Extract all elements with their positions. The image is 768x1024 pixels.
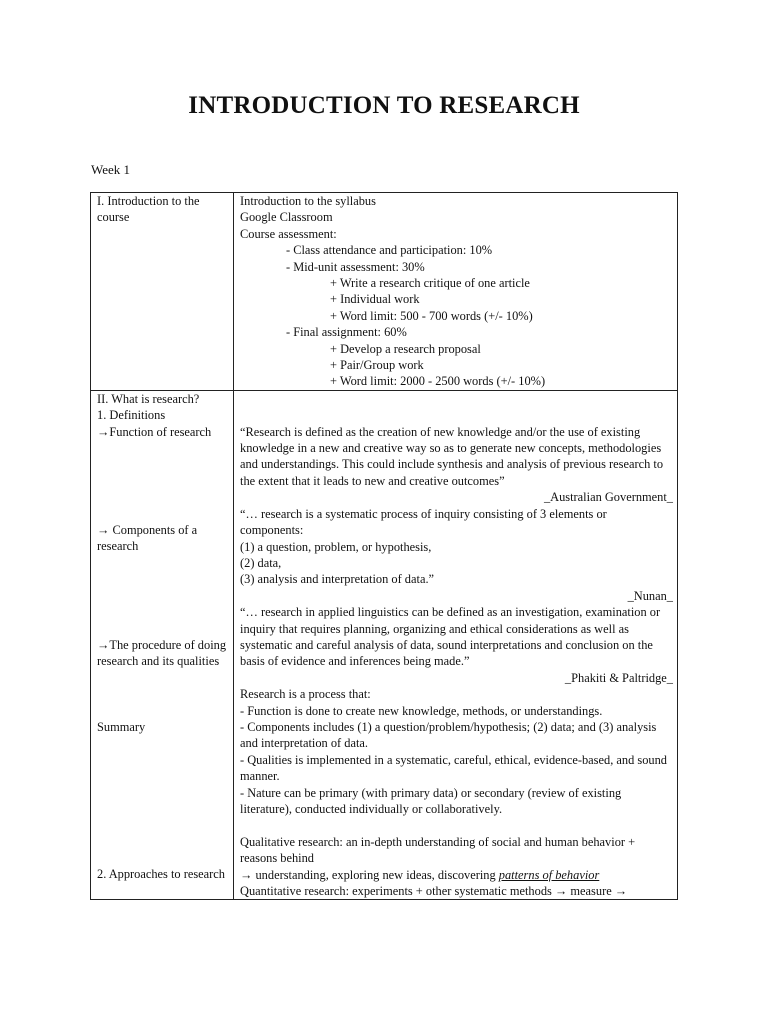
components-item: (2) data, bbox=[240, 555, 282, 570]
summary-item: - Nature can be primary (with primary data) or secondary (review of existing literature), conducted individually or collaboratively. bbox=[240, 785, 622, 816]
components-quote: “… research is a systematic process of inquiry consisting of 3 elements or components: bbox=[240, 506, 607, 538]
assessment-subitem: + Individual work bbox=[330, 292, 420, 307]
table-row bbox=[91, 193, 678, 391]
table-row bbox=[91, 390, 678, 900]
assessment-subitem: + Pair/Group work bbox=[330, 358, 424, 373]
qualitative-research-line: Qualitative research: an in-depth understanding of social and human behavior + reasons behind bbox=[240, 834, 636, 866]
assessment-subitem: + Word limit: 500 - 700 words (+/- 10%) bbox=[330, 308, 533, 323]
week-label: Week 1 bbox=[91, 162, 131, 177]
syllabus-table bbox=[90, 192, 678, 900]
components-item: (3) analysis and interpretation of data.” bbox=[240, 572, 435, 587]
summary-item: - Qualities is implemented in a systematic, careful, ethical, evidence-based, and sound manner. bbox=[240, 752, 667, 784]
qualitative-followup-text: → understanding, exploring new ideas, discovering bbox=[240, 867, 499, 882]
course-assessment-heading: Course assessment: bbox=[240, 226, 337, 241]
assessment-subitem: + Write a research critique of one article bbox=[330, 276, 530, 291]
procedure-label: →The procedure of doing research and its qualities bbox=[97, 637, 227, 669]
quote-author: _Phakiti & Paltridge_ bbox=[564, 670, 673, 685]
function-quote: “Research is defined as the creation of new knowledge and/or the use of existing knowledge in a new and creative way so as to generate new concepts, methodologies and understandings. This could include synthesis and analysis of previous research to the extent that it leads to new and creative outcomes” bbox=[240, 424, 664, 488]
assessment-item: - Class attendance and participation: 10% bbox=[286, 243, 493, 258]
syllabus-intro-line: Introduction to the syllabus bbox=[240, 194, 376, 208]
summary-item: - Function is done to create new knowledge, methods, or understandings. bbox=[240, 703, 603, 718]
assessment-subitem: + Develop a research proposal bbox=[330, 341, 481, 356]
qualitative-followup-line bbox=[240, 867, 673, 883]
quote-author: _Australian Government_ bbox=[543, 490, 673, 505]
section-1-content-cell bbox=[234, 193, 678, 391]
assessment-item: - Mid-unit assessment: 30% bbox=[286, 259, 425, 274]
components-item: (1) a question, problem, or hypothesis, bbox=[240, 539, 432, 554]
section-2-label-cell bbox=[91, 390, 234, 900]
section-2-heading: II. What is research? bbox=[97, 391, 200, 406]
document-title: INTRODUCTION TO RESEARCH bbox=[188, 92, 580, 119]
summary-intro: Research is a process that: bbox=[240, 687, 371, 702]
summary-item: - Components includes (1) a question/problem/hypothesis; (2) data; and (3) analysis and interpretation of data. bbox=[240, 719, 657, 751]
patterns-of-behavior-emphasis: patterns of behavior bbox=[498, 867, 600, 882]
components-label: → Components of a research bbox=[97, 523, 198, 554]
summary-label: Summary bbox=[97, 719, 146, 734]
section-1-label: I. Introduction to the course bbox=[97, 194, 200, 225]
assessment-subitem: + Word limit: 2000 - 2500 words (+/- 10%) bbox=[330, 374, 546, 389]
quote-author: _Nunan_ bbox=[627, 588, 673, 603]
function-label: →Function of research bbox=[97, 424, 212, 439]
assessment-item: - Final assignment: 60% bbox=[286, 325, 407, 340]
section-1-label-cell bbox=[91, 193, 234, 391]
approaches-label: 2. Approaches to research bbox=[97, 867, 225, 882]
section-2-content-cell bbox=[234, 390, 678, 900]
definitions-heading: 1. Definitions bbox=[97, 408, 166, 423]
procedure-quote: “… research in applied linguistics can be defined as an investigation, examination or inquiry that requires planning, organizing and ethical considerations as well as systematic and careful analysis of data, sound interpretations and conclusion on the basis of evidence and inferences being made.” bbox=[240, 605, 661, 669]
quantitative-research-line: Quantitative research: experiments + other systematic methods → measure → bbox=[240, 884, 628, 899]
google-classroom-line: Google Classroom bbox=[240, 210, 333, 225]
